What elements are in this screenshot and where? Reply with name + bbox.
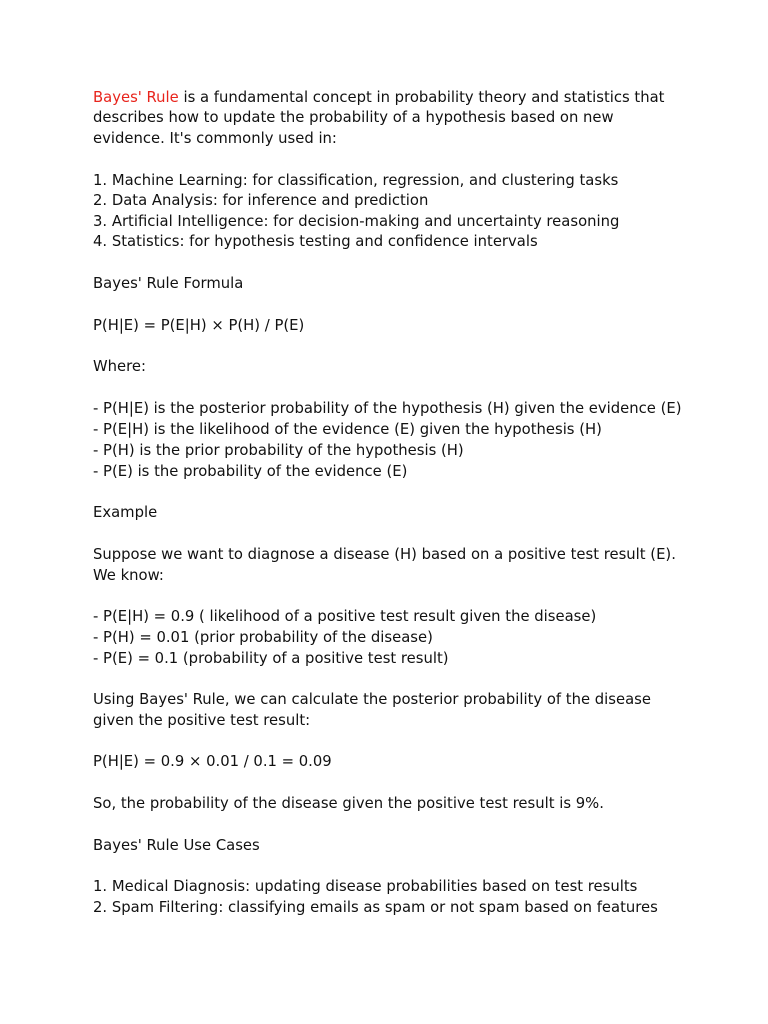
conclusion: So, the probability of the disease given the positive test result is 9%. xyxy=(93,795,604,812)
definition-item: - P(H) is the prior probability of the hypothesis (H) xyxy=(93,442,464,459)
bayes-rule-term: Bayes' Rule xyxy=(93,89,179,106)
calculation-intro-line: Using Bayes' Rule, we can calculate the posterior probability of the disease xyxy=(93,691,651,708)
use-case-item: 1. Medical Diagnosis: updating disease probabilities based on test results xyxy=(93,878,638,895)
example-intro-line: Suppose we want to diagnose a disease (H) based on a positive test result (E). xyxy=(93,546,676,563)
use-item: 3. Artificial Intelligence: for decision-making and uncertainty reasoning xyxy=(93,213,620,230)
intro-line-3: evidence. It's commonly used in: xyxy=(93,130,337,147)
use-case-item: 2. Spam Filtering: classifying emails as spam or not spam based on features xyxy=(93,899,658,916)
use-item: 2. Data Analysis: for inference and prediction xyxy=(93,192,429,209)
definition-item: - P(E) is the probability of the evidence (E) xyxy=(93,463,408,480)
definition-item: - P(E|H) is the likelihood of the evidence (E) given the hypothesis (H) xyxy=(93,421,602,438)
formula-heading: Bayes' Rule Formula xyxy=(93,275,244,292)
intro-line-2: describes how to update the probability of a hypothesis based on new xyxy=(93,109,614,126)
calculation-intro-line: given the positive test result: xyxy=(93,712,311,729)
formula: P(H|E) = P(E|H) × P(H) / P(E) xyxy=(93,317,305,334)
example-value-item: - P(E|H) = 0.9 ( likelihood of a positive test result given the disease) xyxy=(93,608,597,625)
intro-line-1-text: is a fundamental concept in probability theory and statistics that xyxy=(178,89,665,106)
use-cases-heading: Bayes' Rule Use Cases xyxy=(93,837,260,854)
definition-item: - P(H|E) is the posterior probability of the hypothesis (H) given the evidence (E) xyxy=(93,400,682,417)
where-label: Where: xyxy=(93,358,146,375)
example-value-item: - P(H) = 0.01 (prior probability of the disease) xyxy=(93,629,433,646)
intro-line-1 xyxy=(93,88,664,108)
example-value-item: - P(E) = 0.1 (probability of a positive test result) xyxy=(93,650,449,667)
example-intro-line: We know: xyxy=(93,567,164,584)
use-item: 4. Statistics: for hypothesis testing and confidence intervals xyxy=(93,233,538,250)
calculation: P(H|E) = 0.9 × 0.01 / 0.1 = 0.09 xyxy=(93,753,332,770)
example-heading: Example xyxy=(93,504,158,521)
use-item: 1. Machine Learning: for classification, regression, and clustering tasks xyxy=(93,172,619,189)
